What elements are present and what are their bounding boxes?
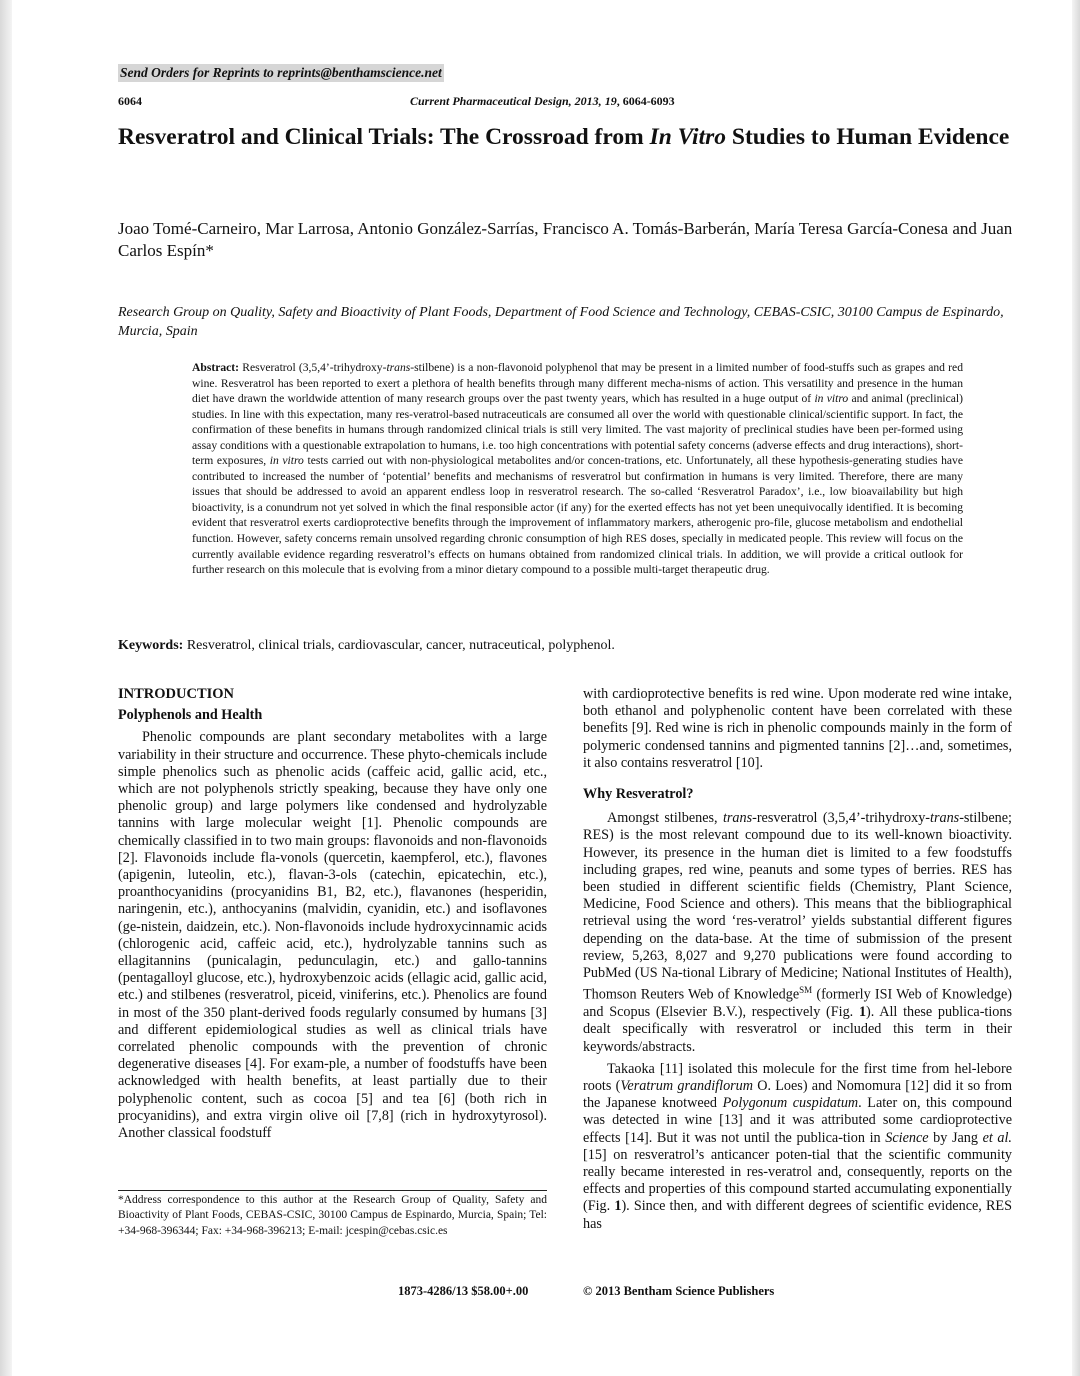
- text-run: [15] on resveratrol’s anticancer poten-tial that the scientific community really became interested in res-veratrol and, consequently, reports on the effects and properties of this compound started accumulating exponentially (Fig.: [583, 1146, 1012, 1215]
- authors: Joao Tomé-Carneiro, Mar Larrosa, Antonio González-Sarrías, Francisco A. Tomás-Barberán, María Teresa García-Conesa and Juan Carlos Espín*: [118, 219, 1013, 260]
- title-italic: In Vitro: [649, 124, 727, 150]
- journal-pages: , 6064-6093: [616, 94, 675, 108]
- text-run: ). All these publica-tions dealt specifically with resveratrol or included this term in their keywords/abstracts.: [583, 1004, 1013, 1055]
- journal-name: Current Pharmaceutical Design, 2013,: [410, 94, 605, 108]
- copyright: © 2013 Bentham Science Publishers: [583, 1284, 775, 1298]
- issn-price: 1873-4286/13 $58.00+.00: [398, 1284, 529, 1298]
- text-run: -resveratrol (3,5,4’-trihydroxy-: [752, 810, 931, 827]
- abstract-italic: in vitro: [814, 392, 849, 406]
- abstract-text: -stilbene) is a non-flavonoid polyphenol that may be present in a limited number of food-stuffs such as grapes and red wine. Resveratrol has been reported to exert a plethora of health benefits through many different mecha-nisms of action. This versatility and presence in the human diet have drawn the worldwide attention of many research groups over the past twenty years, which has resulted in a huge output of: [192, 361, 963, 406]
- text-run: O. Loes) and Nomomura [12] did it so from the Japanese knotweed: [583, 1078, 1013, 1112]
- italic-run: trans: [722, 810, 753, 827]
- italic-run: et al.: [982, 1129, 1012, 1146]
- figure-ref: 1: [858, 1004, 867, 1021]
- text-run: ). Since then, and with different degrees of scientific evidence, RES has: [583, 1198, 1012, 1232]
- continued-paragraph: with cardioprotective benefits is red wine. Upon moderate red wine intake, both ethanol and polyphenolic content have been correlated with these benefits [9]. Red wine is rich in phenolic compounds mainly in the form of polymeric condensed tannins and pigmented tannins [2]…and, sometimes, it also contains resveratrol [10].: [583, 686, 1012, 771]
- left-column: [118, 686, 547, 1142]
- abstract-italic: trans: [386, 361, 411, 374]
- section-heading-introduction: INTRODUCTION: [118, 686, 235, 702]
- viewer-left-edge: [0, 0, 12, 1376]
- journal-citation: [410, 94, 675, 109]
- why-paragraph-1: [583, 810, 1012, 1056]
- abstract: [192, 360, 963, 578]
- abstract-text: Resveratrol (3,5,4’-trihydroxy-: [239, 361, 387, 374]
- article-title: [118, 124, 1013, 150]
- keywords-text: Resveratrol, clinical trials, cardiovascular, cancer, nutraceutical, polyphenol.: [183, 638, 615, 653]
- keywords-label: Keywords:: [118, 638, 184, 653]
- intro-paragraph: Phenolic compounds are plant secondary metabolites with a large variability in their structure and occurrence. These phyto-chemicals include simple phenolics such as phenolic acids (caffeic acid, gallic acid, etc., which are not polyphenols strictly speaking, because they have only one phenolic group) and large polymers like condensed and hydrolyzable tannins with large molecular weight [1]. Phenolic compounds are chemically classified in to two main groups: flavonoids and non-flavonoids [2]. Flavonoids include fla-vonols (quercetin, kaempferol, etc.), flavones (apigenin, luteolin, etc.), flavan-3-ols (catechin, epicatechin, etc.), proanthocyanidins (procyanidins B1, B2, etc.), flavanones (hesperidin, naringenin, etc.), anthocyanins (malvidin, cyanidin, etc.) and isoflavones (ge-nistein, daidzein, etc.). Non-flavonoids include hydroxycinnamic acids (chlorogenic acid, caffeic acid, etc.), hydrolyzable tannins such as ellagitannins (punicalagin, pedunculagin, etc.) and gallo-tannins (pentagalloyl glucose, etc.), hydroxybenzoic acids (ellagic acid, gallic acid, etc.) and stilbenes (resveratrol, piceid, viniferins, etc.). Phenolics are found in most of the 350 plant-derived foods regularly consumed by humans [3] and different epidemiological studies as well as clinical trials have correlated phenolic compounds with the prevention of chronic degenerative diseases [4]. For exam-ple, a number of foodstuffs have been acknowledged with health benefits, at least partially due to their polyphenolic content, such as cocoa [5] and tea [6] (both rich in procyanidins), and extra virgin olive oil [7,8] (rich in hydroxytyrosol). Another classical foodstuff: [118, 729, 547, 1142]
- subsection-heading-polyphenols: Polyphenols and Health: [118, 707, 263, 724]
- text-run: . Later on, this compound was detected in wine [13] and it was attributed some cardioprotective effects [14]. But it was not until the publica-tion in: [583, 1095, 1012, 1146]
- text-run: by Jang: [928, 1129, 983, 1146]
- text-run: Takaoka [11] isolated this molecule for the first time from hel-lebore roots (: [583, 1060, 1012, 1094]
- why-paragraph-2: [583, 1061, 1012, 1233]
- text-run: -stilbene; RES) is the most relevant compound due to its well-known bioactivity. However, its presence in the human diet is limited to a few foodstuffs including grapes, red wine, peanuts and some types of berries. RES has been studied in different scientific fields (Chemistry, Plant Science, Medicine, Food Science and others). This means that the bibliographical retrieval using the word ‘res-veratrol’ yields substantial different figures depending on the data-base. At the time of submission of the present review, 5,263, 8,027 and 9,270 publications were found according to PubMed (US Na-tional Library of Medicine; National Institutes of Health), Thomson Reuters Web of Knowledge: [583, 810, 1012, 1003]
- italic-run: Polygonum cuspidatum: [722, 1095, 859, 1112]
- right-column: [583, 686, 1012, 1233]
- title-part: Studies to Human Evidence: [726, 124, 1010, 150]
- abstract-label: Abstract:: [192, 361, 240, 374]
- viewer-right-edge: [1072, 0, 1080, 1376]
- text-run: (formerly ISI Web of Knowledge) and Scopus (Elsevier B.V.), respectively (Fig.: [583, 986, 1012, 1021]
- footnote-divider: [118, 1190, 547, 1191]
- italic-run: Veratrum grandiflorum: [620, 1078, 754, 1094]
- page-number: 6064: [118, 94, 142, 108]
- italic-run: Science: [885, 1129, 929, 1146]
- journal-volume: 19: [604, 94, 617, 108]
- correspondence-footnote: *Address correspondence to this author at the Research Group of Quality, Safety and Bioactivity of Plant Foods, CEBAS-CSIC, 30100 Campus de Espinardo, Murcia, Spain; Tel: +34-968-396344; Fax: +34-968-396213; E-mail: jcespin@cebas.csic.es: [118, 1194, 547, 1237]
- affiliation: Research Group on Quality, Safety and Bioactivity of Plant Foods, Department of Food Science and Technology, CEBAS-CSIC, 30100 Campus de Espinardo, Murcia, Spain: [118, 305, 1004, 339]
- superscript: SM: [799, 985, 813, 996]
- reprint-note: Send Orders for Reprints to reprints@benthamscience.net: [120, 65, 442, 80]
- abstract-text: tests carried out with non-physiological metabolites and/or concen-trations, etc. Unfortunately, all these hypothesis-generating studies have contributed to increased the number of ‘potential’ benefits and mechanisms of resveratrol but confirmation in humans is very limited. Therefore, there are many issues that should be addressed to avoid an apparent endless loop in resveratrol research. The so-called ‘Resveratrol Paradox’, i.e., low bioavailability but high bioactivity, is a conundrum not yet solved in which the final responsible actor (if any) for the exerted effects has not yet been unequivocally identified. It is becoming evident that resveratrol exerts cardioprotective benefits through the improvement of inflammatory markers, atherogenic pro-file, glucose metabolism and endothelial function. However, safety concerns remain unsolved regarding chronic consumption of high RES doses, specially in medicated people. This review will focus on the currently available evidence regarding resveratrol’s effects on humans obtained from randomized clinical trials. In addition, we will provide a critical outlook for further research on this molecule that is evolving from a minor dietary compound to a possible multi-target therapeutic drug.: [192, 454, 963, 577]
- text-run: Amongst stilbenes,: [607, 810, 723, 827]
- italic-run: trans: [930, 810, 960, 827]
- abstract-italic: in vitro: [269, 454, 304, 468]
- keywords: [118, 637, 1013, 655]
- subsection-heading-why-resveratrol: Why Resveratrol?: [583, 786, 694, 803]
- title-part: Resveratrol and Clinical Trials: The Crossroad from: [118, 124, 650, 150]
- figure-ref: 1: [614, 1198, 622, 1215]
- abstract-text: and animal (preclinical) studies. In line with this expectation, many res-veratrol-based nutraceuticals are consumed all over the world with questionable clinical/scientific support. In fact, the confirmation of these benefits in humans through randomized clinical trials is still very limited. The vast majority of preclinical studies have been per-formed using assay conditions with a questionable extrapolation to humans, i.e. too high concentrations with potential safety concerns (adverse effects and drug interactions), short-term exposures,: [192, 392, 963, 468]
